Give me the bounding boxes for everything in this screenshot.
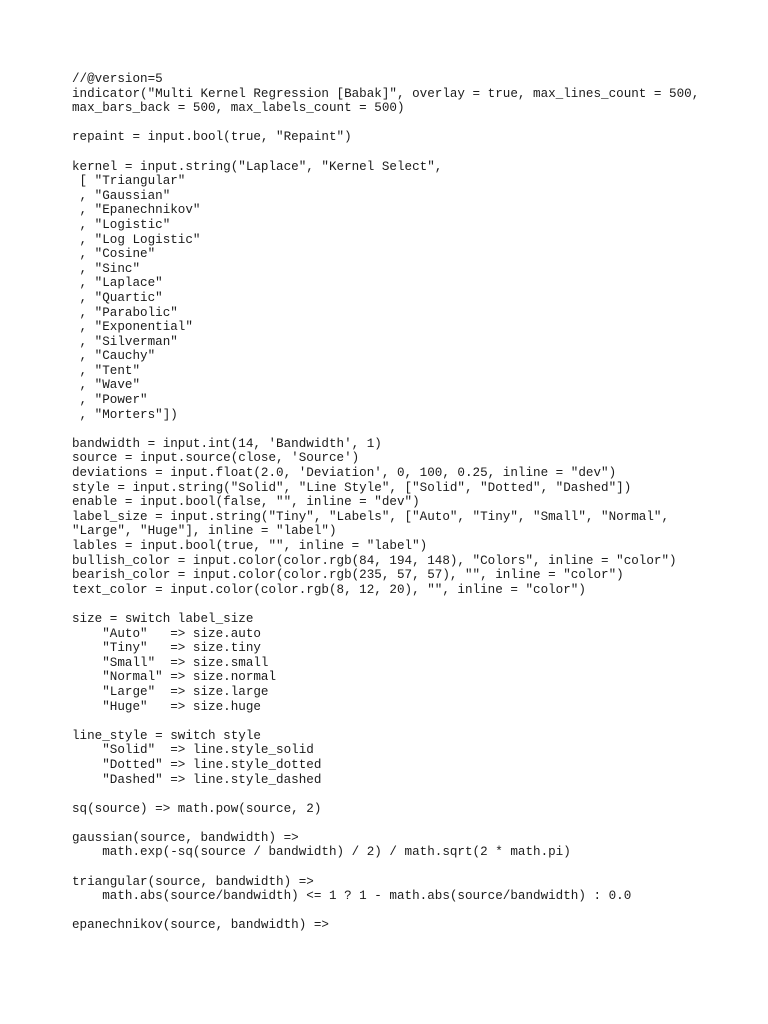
- code-line: enable = input.bool(false, "", inline = "dev"): [72, 495, 420, 510]
- code-line: [72, 787, 699, 802]
- code-line: , "Laplace": [72, 276, 163, 291]
- code-line: bullish_color = input.color(color.rgb(84, 194, 148), "Colors", inline = "color"): [72, 553, 677, 568]
- code-line: repaint = input.bool(true, "Repaint"): [72, 130, 352, 145]
- code-line: [ "Triangular": [72, 174, 186, 189]
- code-line: "Large" => size.large: [72, 684, 269, 699]
- code-line: text_color = input.color(color.rgb(8, 12, 20), "", inline = "color"): [72, 582, 586, 597]
- code-line: "Huge" => size.huge: [72, 699, 261, 714]
- code-line: , "Tent": [72, 363, 141, 378]
- code-line: [72, 860, 699, 875]
- code-line: [72, 714, 699, 729]
- code-line: [72, 145, 699, 160]
- code-line: "Large", "Huge"], inline = "label"): [72, 524, 337, 539]
- code-line: style = input.string("Solid", "Line Style", ["Solid", "Dotted", "Dashed"]): [72, 480, 632, 495]
- code-line: , "Cosine": [72, 247, 156, 262]
- code-line: , "Logistic": [72, 217, 171, 232]
- code-line: , "Wave": [72, 378, 141, 393]
- code-line: "Solid" => line.style_solid: [72, 743, 314, 758]
- code-listing: [72, 72, 699, 933]
- code-line: "Dashed" => line.style_dashed: [72, 772, 322, 787]
- code-line: sq(source) => math.pow(source, 2): [72, 801, 322, 816]
- code-line: gaussian(source, bandwidth) =>: [72, 830, 299, 845]
- code-line: , "Log Logistic": [72, 232, 201, 247]
- code-line: math.exp(-sq(source / bandwidth) / 2) / math.sqrt(2 * math.pi): [72, 845, 571, 860]
- code-line: , "Silverman": [72, 334, 178, 349]
- code-line: , "Parabolic": [72, 305, 178, 320]
- code-line: [72, 422, 699, 437]
- code-line: , "Gaussian": [72, 188, 171, 203]
- code-line: [72, 597, 699, 612]
- code-line: triangular(source, bandwidth) =>: [72, 874, 314, 889]
- code-line: source = input.source(close, 'Source'): [72, 451, 360, 466]
- code-line: epanechnikov(source, bandwidth) =>: [72, 918, 329, 933]
- code-line: line_style = switch style: [72, 728, 261, 743]
- code-line: , "Sinc": [72, 261, 141, 276]
- code-line: , "Quartic": [72, 290, 163, 305]
- code-line: bandwidth = input.int(14, 'Bandwidth', 1): [72, 436, 382, 451]
- code-line: [72, 904, 699, 919]
- code-line: bearish_color = input.color(color.rgb(235, 57, 57), "", inline = "color"): [72, 568, 624, 583]
- code-line: "Normal" => size.normal: [72, 670, 277, 685]
- code-line: , "Morters"]): [72, 407, 178, 422]
- code-line: , "Epanechnikov": [72, 203, 201, 218]
- code-line: kernel = input.string("Laplace", "Kernel Select",: [72, 159, 443, 174]
- code-line: "Dotted" => line.style_dotted: [72, 757, 322, 772]
- code-line: label_size = input.string("Tiny", "Labels", ["Auto", "Tiny", "Small", "Normal",: [72, 509, 670, 524]
- code-line: max_bars_back = 500, max_labels_count = 500): [72, 101, 405, 116]
- code-line: indicator("Multi Kernel Regression [Babak]", overlay = true, max_lines_count = 500,: [72, 86, 700, 101]
- code-line: "Tiny" => size.tiny: [72, 641, 261, 656]
- code-line: , "Exponential": [72, 320, 193, 335]
- code-line: [72, 116, 699, 131]
- code-line: , "Cauchy": [72, 349, 156, 364]
- code-line: , "Power": [72, 393, 148, 408]
- code-line: math.abs(source/bandwidth) <= 1 ? 1 - math.abs(source/bandwidth) : 0.0: [72, 889, 632, 904]
- code-line: "Auto" => size.auto: [72, 626, 261, 641]
- code-line: "Small" => size.small: [72, 655, 269, 670]
- code-line: [72, 816, 699, 831]
- code-line: //@version=5: [72, 72, 163, 86]
- code-line: lables = input.bool(true, "", inline = "label"): [72, 539, 428, 553]
- code-line: deviations = input.float(2.0, 'Deviation', 0, 100, 0.25, inline = "dev"): [72, 466, 617, 481]
- code-line: size = switch label_size: [72, 611, 254, 626]
